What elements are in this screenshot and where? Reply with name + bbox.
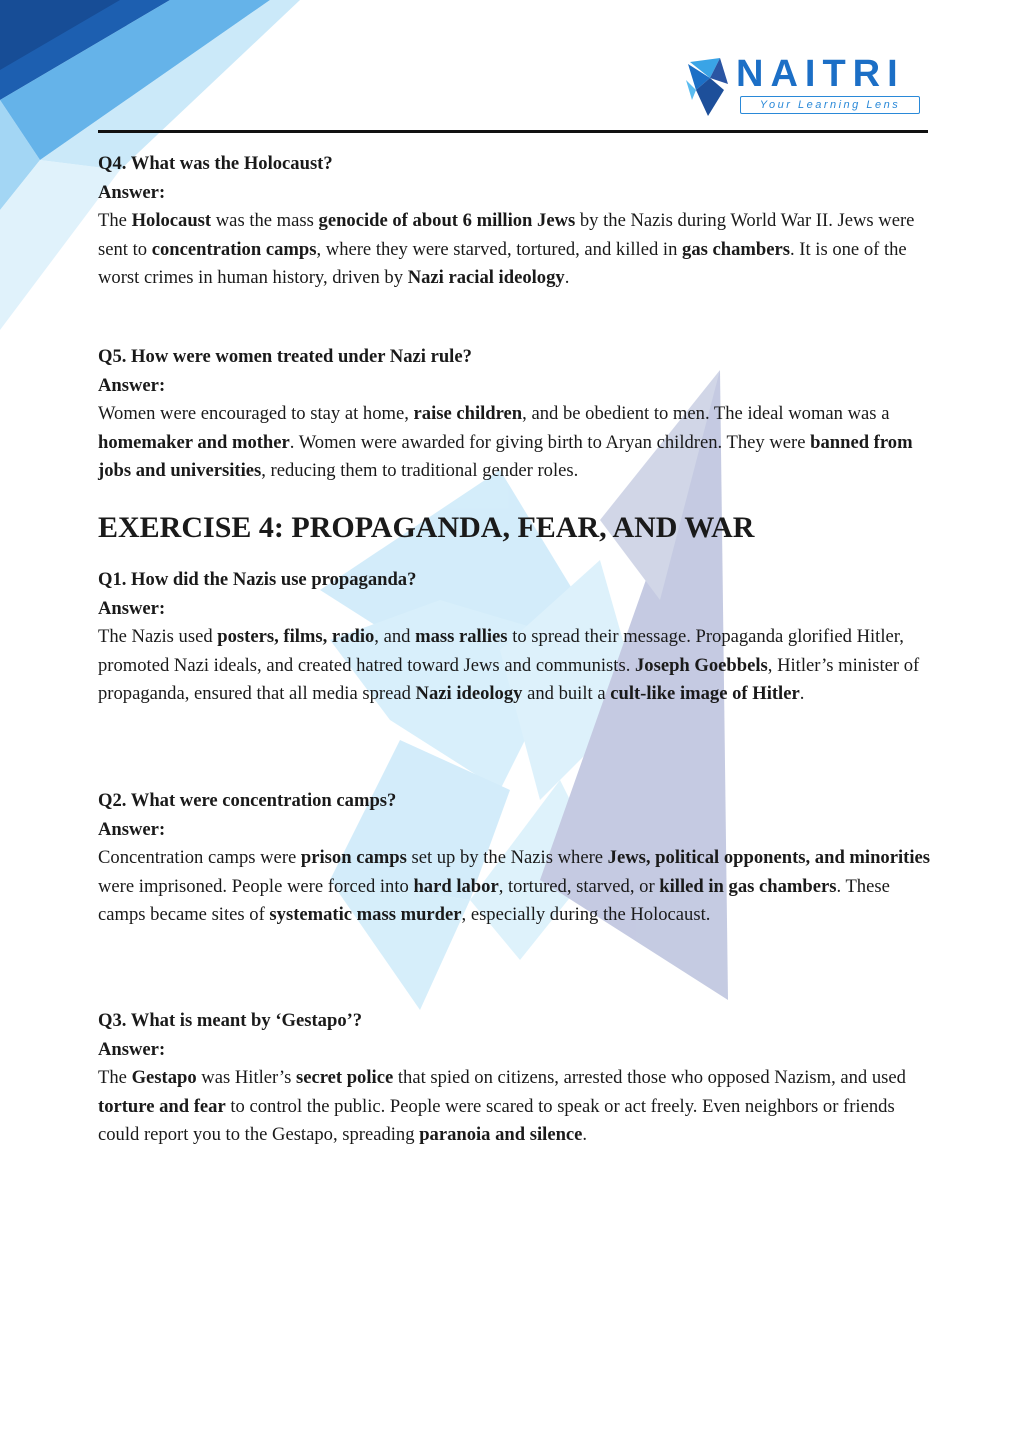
answer-run: . [564,267,570,289]
answer-run: The [98,210,132,232]
bold-term: cult-like image of Hitler [610,683,800,705]
answer-run: to control the public. People were scared to speak or act freely. Even neighbors or friends could report you to the Gestapo, spreading [98,1095,895,1146]
answer-text [98,400,933,486]
answer-run: by the Nazis during World War II. Jews were sent to [98,210,915,260]
answer-run: Women were encouraged to stay at home, [98,403,414,425]
answer-run: was the mass [211,210,319,232]
bold-term: banned from jobs and universities [98,431,913,482]
qa-block-q5 [98,343,933,486]
qa-block-q4 [98,150,933,293]
answer-run: Concentration camps were [98,847,301,869]
bold-term: prison camps [300,847,407,869]
answer-run: . Women were awarded for giving birth to Aryan children. They were [289,431,811,453]
logo-tagline: Your Learning Lens [740,96,920,114]
bold-term: torture and fear [98,1095,226,1117]
answer-run: , and be obedient to men. The ideal woman was a [522,403,890,425]
bold-term: systematic mass murder [269,904,462,926]
answer-run: , Hitler’s minister of propaganda, ensured that all media spread [98,654,920,705]
bold-term: raise children [413,403,523,425]
bold-term: genocide of about 6 million Jews [318,210,576,232]
answer-run: . It is one of the worst crimes in human history, driven by [98,238,907,289]
bold-term: posters, films, radio [217,626,375,648]
question: Q5. How were women treated under Nazi rule? [98,346,472,367]
header-divider [98,130,928,133]
answer-run: was Hitler’s [196,1067,296,1089]
bold-term: killed in gas chambers [659,875,837,897]
exercise-heading: EXERCISE 4: PROPAGANDA, FEAR, AND WAR [98,511,755,544]
answer-label: Answer: [98,818,166,840]
answer-label: Answer: [98,1038,166,1060]
answer-run: , especially during the Holocaust. [461,904,711,926]
bold-term: Joseph Goebbels [635,654,768,676]
logo-mark-icon [684,50,732,116]
question: Q1. How did the Nazis use propaganda? [98,569,417,590]
qa-block-ex4-q3 [98,1007,933,1150]
answer-run: , reducing them to traditional gender roles. [261,460,579,482]
answer-run: The Nazis used [98,626,218,648]
answer-run: were imprisoned. People were forced into [98,875,414,897]
bold-term: homemaker and mother [98,431,290,453]
bold-term: paranoia and silence [419,1124,583,1146]
answer-run: , where they were starved, tortured, and killed in [316,238,683,260]
bold-term: gas chambers [682,238,790,260]
logo-wordmark: NAITRI [736,53,905,95]
answer-run: . [799,683,805,705]
question: Q4. What was the Holocaust? [98,153,333,174]
bold-term: Nazi ideology [415,683,523,705]
answer-text [98,1064,933,1150]
bold-term: Holocaust [131,210,212,232]
answer-run: , tortured, starved, or [498,875,660,897]
bold-term: secret police [295,1067,394,1089]
answer-text [98,207,933,293]
bold-term: hard labor [413,875,499,897]
naitri-logo [684,50,934,120]
answer-run: and built a [522,683,611,705]
bold-term: mass rallies [415,626,508,648]
answer-run: , and [374,626,416,648]
answer-run: that spied on citizens, arrested those who opposed Nazism, and used [393,1067,906,1089]
answer-label: Answer: [98,597,166,619]
qa-block-ex4-q1 [98,566,933,709]
answer-text [98,844,933,930]
answer-label: Answer: [98,374,166,396]
answer-run: . These camps became sites of [98,875,890,926]
bold-term: Nazi racial ideology [407,267,565,289]
bold-term: Gestapo [131,1067,197,1089]
answer-label: Answer: [98,181,166,203]
question: Q2. What were concentration camps? [98,790,397,811]
answer-run: The [98,1067,132,1089]
answer-run: set up by the Nazis where [406,847,608,869]
bold-term: concentration camps [151,238,317,260]
answer-run: to spread their message. Propaganda glorified Hitler, promoted Nazi ideals, and created hatred toward Jews and communists. [98,626,904,676]
answer-run: . [582,1124,588,1146]
answer-text [98,623,933,709]
qa-block-ex4-q2 [98,787,933,930]
question: Q3. What is meant by ‘Gestapo’? [98,1010,363,1031]
bold-term: Jews, political opponents, and minorities [607,847,930,869]
